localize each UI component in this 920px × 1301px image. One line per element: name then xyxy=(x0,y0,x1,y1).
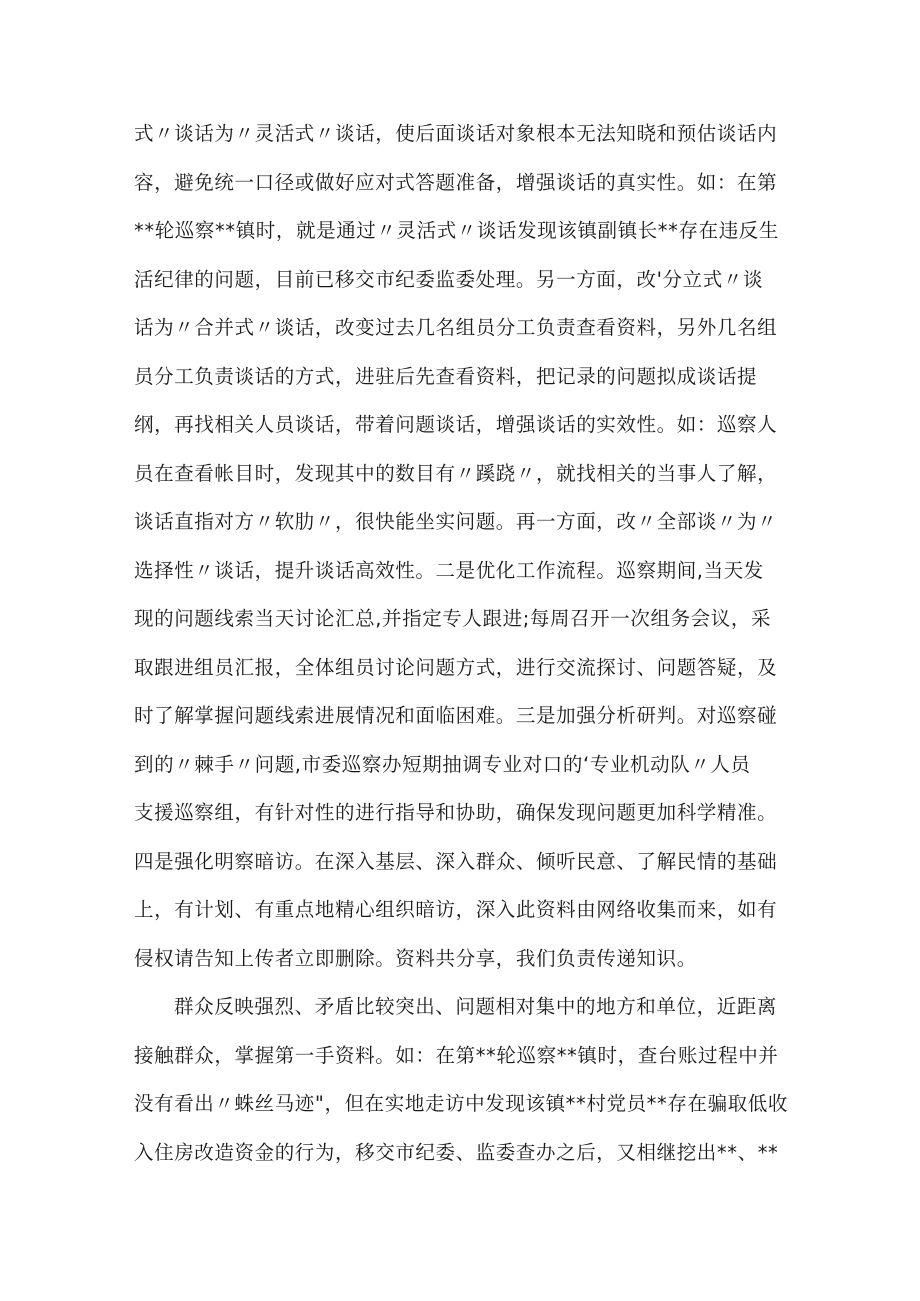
paragraph-first-line: 群众反映强烈、矛盾比较突出、问题相对集中的地方和单位，近距离 xyxy=(174,995,778,1018)
text-line: 话为〃合并式〃谈话，改变过去几名组员分工负责查看资料，另外几名组 xyxy=(134,316,778,339)
text-line: 活纪律的问题，目前已移交市纪委监委处理。另一方面，改'分立式〃谈 xyxy=(134,267,764,291)
text-line: 纲，再找相关人员谈话，带着问题谈话，增强谈话的实效性。如：巡察人 xyxy=(134,413,778,436)
text-line: 四是强化明察暗访。在深入基层、深入群众、倾听民意、了解民情的基础 xyxy=(134,849,778,873)
text-line: 员在查看帐目时，发现其中的数目有〃蹊跷〃，就找相关的当事人了解， xyxy=(134,461,778,485)
text-line: 上，有计划、有重点地精心组织暗访，深入此资料由网络收集而来，如有 xyxy=(134,898,778,921)
text-line: 式〃谈话为〃灵活式〃谈话，使后面谈话对象根本无法知晓和预估谈话内 xyxy=(134,122,778,145)
text-line: 现的问题线索当天讨论汇总,并指定专人跟进;每周召开一次组务会议，采 xyxy=(134,607,772,630)
text-line: 谈话直指对方〃软肋〃，很快能坐实问题。再一方面，改〃全部谈〃为〃 xyxy=(134,510,778,533)
text-line: 选择性〃谈话，提升谈话高效性。二是优化工作流程。巡察期间,当天发 xyxy=(134,558,764,582)
text-line: 到的〃棘手〃问题,市委巡察办短期抽调专业对口的‘专业机动队〃人员 xyxy=(134,752,751,776)
text-line: 侵权请告知上传者立即删除。资料共分享，我们负责传递知识。 xyxy=(134,946,697,970)
text-line: 没有看出〃蛛丝马迹"，但在实地走访中发现该镇**村党员**存在骗取低收 xyxy=(134,1092,788,1115)
text-line: 取跟进组员汇报，全体组员讨论问题方式，进行交流探讨、问题答疑，及 xyxy=(134,655,778,679)
text-line: 容，避免统一口径或做好应对式答题准备，增强谈话的真实性。如：在第 xyxy=(134,170,778,194)
text-line: 支援巡察组，有针对性的进行指导和协助，确保发现问题更加科学精准。 xyxy=(134,801,778,824)
text-line: **轮巡察**镇时，就是通过〃灵活式〃谈话发现该镇副镇长**存在违反生 xyxy=(134,219,780,242)
body-text xyxy=(134,110,794,1177)
text-line: 入住房改造资金的行为，移交市纪委、监委查办之后，又相继挖出**、** xyxy=(134,1140,779,1164)
text-line: 时了解掌握问题线索进展情况和面临困难。三是加强分析研判。对巡察碰 xyxy=(134,704,778,727)
text-line: 员分工负责谈话的方式，进驻后先查看资料，把记录的问题拟成谈话提 xyxy=(134,364,758,388)
text-line: 接触群众，掌握第一手资料。如：在第**轮巡察**镇时，查台账过程中并 xyxy=(134,1043,779,1067)
